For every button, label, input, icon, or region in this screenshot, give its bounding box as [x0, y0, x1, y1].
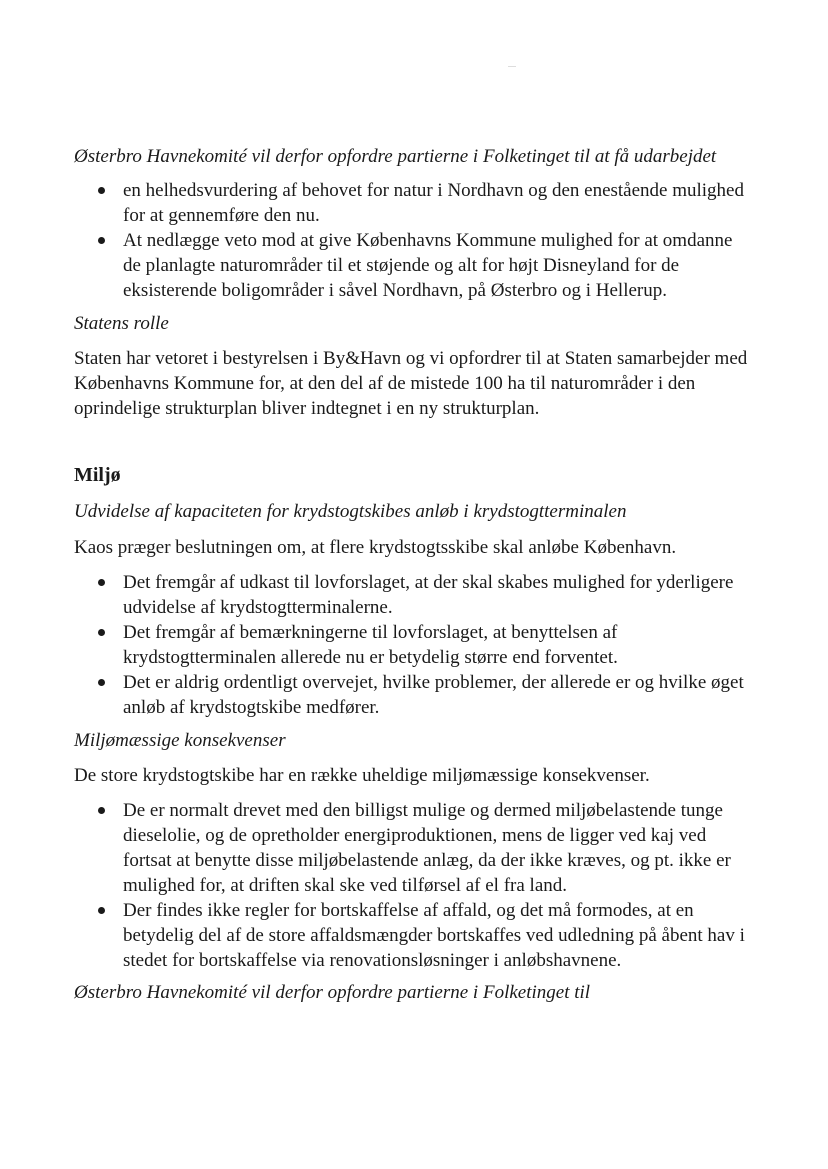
bullet-icon: [98, 807, 105, 814]
miljo-bullet-list: [74, 570, 754, 720]
bullet-icon: [98, 679, 105, 686]
list-item: [74, 898, 754, 973]
list-item-text: Det fremgår af bemærkningerne til lovforslaget, at benyttelsen af krydstogtterminalen allerede nu er betydelig større end forventet.: [123, 622, 618, 668]
konsekvenser-bullet-list: [74, 798, 754, 973]
section-heading-miljo: Miljø: [74, 464, 121, 486]
subheading-kapacitet: Udvidelse af kapaciteten for krydstogtskibes anløb i krydstogtterminalen: [74, 501, 627, 522]
bullet-icon: [98, 237, 105, 244]
scan-mark: [508, 66, 516, 67]
list-item-text: Det er aldrig ordentligt overvejet, hvilke problemer, der allerede er og hvilke øget anløb af krydstogtskibe medfører.: [123, 672, 744, 718]
list-item-text: en helhedsvurdering af behovet for natur i Nordhavn og den enestående mulighed for at gennemføre den nu.: [123, 180, 744, 226]
closing-call-to-action: Østerbro Havnekomité vil derfor opfordre partierne i Folketinget til: [74, 982, 591, 1003]
list-item: [74, 228, 754, 303]
section-heading-statens-rolle: Statens rolle: [74, 313, 169, 334]
bullet-icon: [98, 907, 105, 914]
list-item-text: At nedlægge veto mod at give Københavns Kommune mulighed for at omdanne de planlagte naturområder til et støjende og alt for højt Disneyland for de eksisterende boligområder i såvel Nordhavn, på Østerbro og i Hellerup.: [123, 230, 733, 301]
bullet-icon: [98, 187, 105, 194]
list-item-text: Der findes ikke regler for bortskaffelse af affald, og det må formodes, at en betydelig del af de store affaldsmængder bortskaffes ved udledning på åbent hav i stedet for bortskaffelse via renovationsløsninger i anløbshavnene.: [123, 900, 745, 971]
list-item-text: Det fremgår af udkast til lovforslaget, at der skal skabes mulighed for yderligere udvidelse af krydstogtterminalerne.: [123, 572, 734, 618]
list-item: [74, 670, 754, 720]
statens-rolle-paragraph: Staten har vetoret i bestyrelsen i By&Havn og vi opfordrer til at Staten samarbejder med Københavns Kommune for, at den del af de mistede 100 ha til naturområder i den oprindelige strukturplan bliver indtegnet i en ny strukturplan.: [74, 348, 748, 419]
list-item: [74, 178, 754, 228]
section-heading-konsekvenser: Miljømæssige konsekvenser: [74, 730, 286, 751]
miljo-intro-paragraph: Kaos præger beslutningen om, at flere krydstogtsskibe skal anløbe København.: [74, 537, 677, 558]
list-item-text: De er normalt drevet med den billigst mulige og dermed miljøbelastende tunge dieselolie, og de opretholder energiproduktionen, mens de ligger ved kaj ved fortsat at benytte disse miljøbelastende anlæg, da der ikke kræves, og pt. ikke er mulighed for, at driften skal ske ved tilførsel af el fra land.: [123, 800, 731, 896]
bullet-icon: [98, 579, 105, 586]
list-item: [74, 620, 754, 670]
list-item: [74, 570, 754, 620]
intro-bullet-list: [74, 178, 754, 303]
list-item: [74, 798, 754, 898]
bullet-icon: [98, 629, 105, 636]
konsekvenser-intro-paragraph: De store krydstogtskibe har en række uheldige miljømæssige konsekvenser.: [74, 765, 650, 786]
intro-call-to-action: Østerbro Havnekomité vil derfor opfordre partierne i Folketinget til at få udarbejdet: [74, 146, 717, 167]
